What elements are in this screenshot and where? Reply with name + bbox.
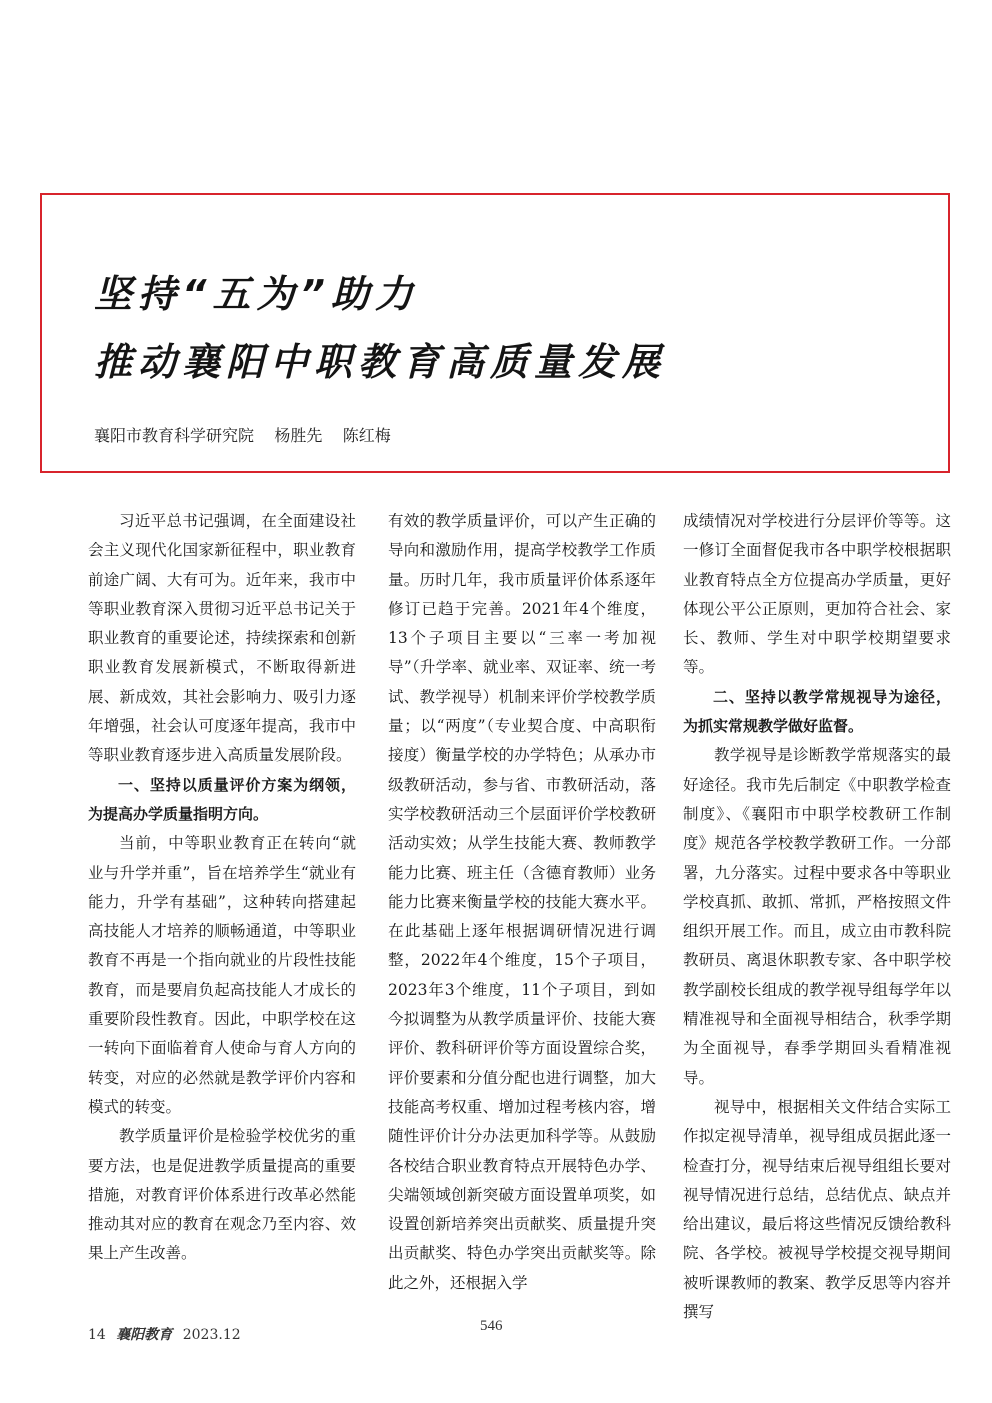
section-heading-1: 一、坚持以质量评价方案为纲领，为提高办学质量指明方向。 [88, 775, 356, 823]
paragraph: 教学质量评价是检验学校优劣的重要方法，也是促进教学质量提高的重要措施，对教育评价体系进行改革必然能推动其对应的教育在观念乃至内容、效果上产生改善。 [88, 1127, 356, 1263]
article-authors: 襄阳市教育科学研究院 杨胜先 陈红梅 [94, 426, 391, 445]
section-heading-2: 二、坚持以教学常规视导为途径，为抓实常规教学做好监督。 [683, 687, 951, 736]
paragraph: 教学视导是诊断教学常规落实的最好途径。我市先后制定《中职教学检查制度》、《襄阳市中职学校教研工作制度》规范各学校教学教研工作。一分部署，九分落实。过程中要求各中等职业学校真抓、敢抓、常抓，严格按照文件组织开展工作。而且，成立由市教科院教研员、离退休职教专家、各中职学校教学副校长组成的教学视导组每学年以精准视导和全面视导相结合，秋季学期为全面视导，春季学期回头看精准视导。 [683, 746, 951, 1087]
issue-date: 2023.12 [182, 1327, 241, 1343]
paragraph: 习近平总书记强调，在全面建设社会主义现代化国家新征程中，职业教育前途广阔、大有可为。近年来，我市中等职业教育深入贯彻习近平总书记关于职业教育的重要论述，持续探索和创新职业教育发展新模式，不断取得新进展、新成效，其社会影响力、吸引力逐年增强，社会认可度逐年提高，我市中等职业教育逐步进入高质量发展阶段。 [88, 512, 356, 765]
text-column-2 [388, 507, 656, 1298]
article-title-line-2: 推动襄阳中职教育高质量发展 [94, 340, 667, 384]
article-title-line-1: 坚持“五为”助力 [94, 272, 419, 316]
paragraph: 成绩情况对学校进行分层评价等等。这一修订全面督促我市各中职学校根据职业教育特点全方位提高办学质量，更好体现公平公正原则，更加符合社会、家长、教师、学生对中职学校期望要求等。 [683, 512, 951, 677]
page-number: 546 [480, 1318, 503, 1334]
article-header-box [40, 193, 950, 473]
paragraph: 视导中，根据相关文件结合实际工作拟定视导清单，视导组成员据此逐一检查打分，视导结束后视导组组长要对视导情况进行总结，总结优点、缺点并给出建议，最后将这些情况反馈给教科院、各学校。被视导学校提交视导期间被听课教师的教案、教学反思等内容并撰写 [683, 1097, 951, 1322]
folio-number: 14 [88, 1327, 106, 1343]
text-column-1 [88, 507, 356, 1269]
journal-name: 襄阳教育 [116, 1327, 173, 1343]
paragraph: 有效的教学质量评价，可以产生正确的导向和激励作用，提高学校教学工作质量。历时几年，我市质量评价体系逐年修订已趋于完善。2021年4个维度，13个子项目主要以“三率一考加视导”（升学率、就业率、双证率、统一考试、教学视导）机制来评价学校教学质量；以“两度”（专业契合度、中高职衔接度）衡量学校的办学特色；从承办市级教研活动，参与省、市教研活动，落实学校教研活动三个层面评价学校教研活动实效；从学生技能大赛、教师教学能力比赛、班主任（含德育教师）业务能力比赛来衡量学校的技能大赛水平。在此基础上逐年根据调研情况进行调整，2022年4个维度，15个子项目，2023年3个维度，11个子项目，到如今拟调整为从教学质量评价、技能大赛评价、教科研评价等方面设置综合奖，评价要素和分值分配也进行调整，加大技能高考权重、增加过程考核内容，增随性评价计分办法更加科学等。从鼓励各校结合职业教育特点开展特色办学、尖端领域创新突破方面设置单项奖，如设置创新培养突出贡献奖、质量提升突出贡献奖、特色办学突出贡献奖等。除此之外，还根据入学 [388, 512, 656, 1292]
paragraph: 当前，中等职业教育正在转向“就业与升学并重”，旨在培养学生“就业有能力，升学有基础”，这种转向搭建起高技能人才培养的顺畅通道，中等职业教育不再是一个指向就业的片段性技能教育，而是要肩负起高技能人才成长的重要阶段性教育。因此，中职学校在这一转向下面临着育人使命与育人方向的转变，对应的必然就是教学评价内容和模式的转变。 [88, 834, 356, 1116]
footer-folio [88, 1324, 241, 1344]
text-column-3 [683, 507, 951, 1327]
